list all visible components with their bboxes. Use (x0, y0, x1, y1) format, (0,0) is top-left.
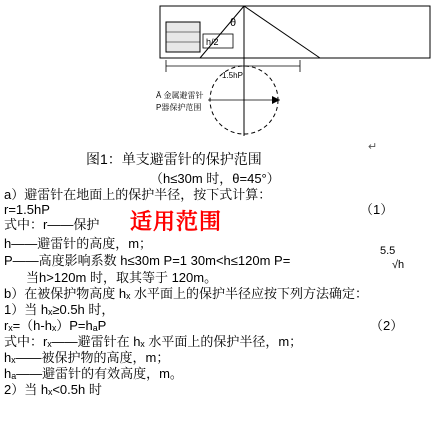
case-1: 1）当 hₓ≥0.5h 时， (4, 302, 115, 317)
formula-r: r=1.5hP (4, 202, 50, 217)
rod-side-label: Ā 金属避雷针 (156, 91, 204, 100)
highlight-text: 适用范围 (130, 209, 223, 234)
case-2: 2）当 hₓ<0.5h 时 (4, 382, 102, 397)
paragraph-a: a）避雷针在地面上的保护半径，按下式计算： (4, 187, 272, 202)
definition-P: P——高度影响系数 h≤30m P=1 30m<h≤120m P= (4, 253, 291, 268)
definition-h: h——避雷针的高度，m； (4, 236, 153, 251)
horizontal-dimension-label: 1.5hP (222, 71, 243, 80)
equation-number-1: （1） (360, 202, 394, 217)
cone-side (244, 6, 320, 58)
fraction-denominator: √h (392, 259, 405, 271)
figure-caption-subtitle: （h≤30m 时，θ=45°） (150, 171, 280, 186)
formula-rx: rₓ=（h-hₓ）P=hₐP (4, 318, 107, 333)
pilcrow-mark: ↵ (368, 141, 378, 153)
where-clause-1: 式中：r——保护 (4, 217, 100, 232)
definition-hx: hₓ——被保护物的高度，m； (4, 350, 170, 365)
figure-caption-title: 图1：单支避雷针的保护范围 (86, 151, 262, 167)
h120-note: 当h>120m 时，取其等于 120m。 (26, 270, 218, 285)
where-clause-2: 式中：rₓ——避雷针在 hₓ 水平面上的保护半径，m； (4, 334, 303, 349)
range-side-label: P器保护范围 (156, 103, 202, 112)
cone-side (200, 6, 244, 58)
hatched-box (166, 22, 200, 52)
definition-ha: hₐ——避雷针的有效高度，m。 (4, 366, 183, 381)
protection-range-diagram (0, 0, 433, 140)
fraction-numerator: 5.5 (380, 245, 396, 257)
paragraph-b: b）在被保护物高度 hₓ 水平面上的保护半径应按下列方法确定： (4, 286, 368, 301)
half-height-label: h/2 (206, 37, 219, 47)
equation-number-2: （2） (370, 318, 404, 333)
angle-label: θ (230, 17, 237, 29)
